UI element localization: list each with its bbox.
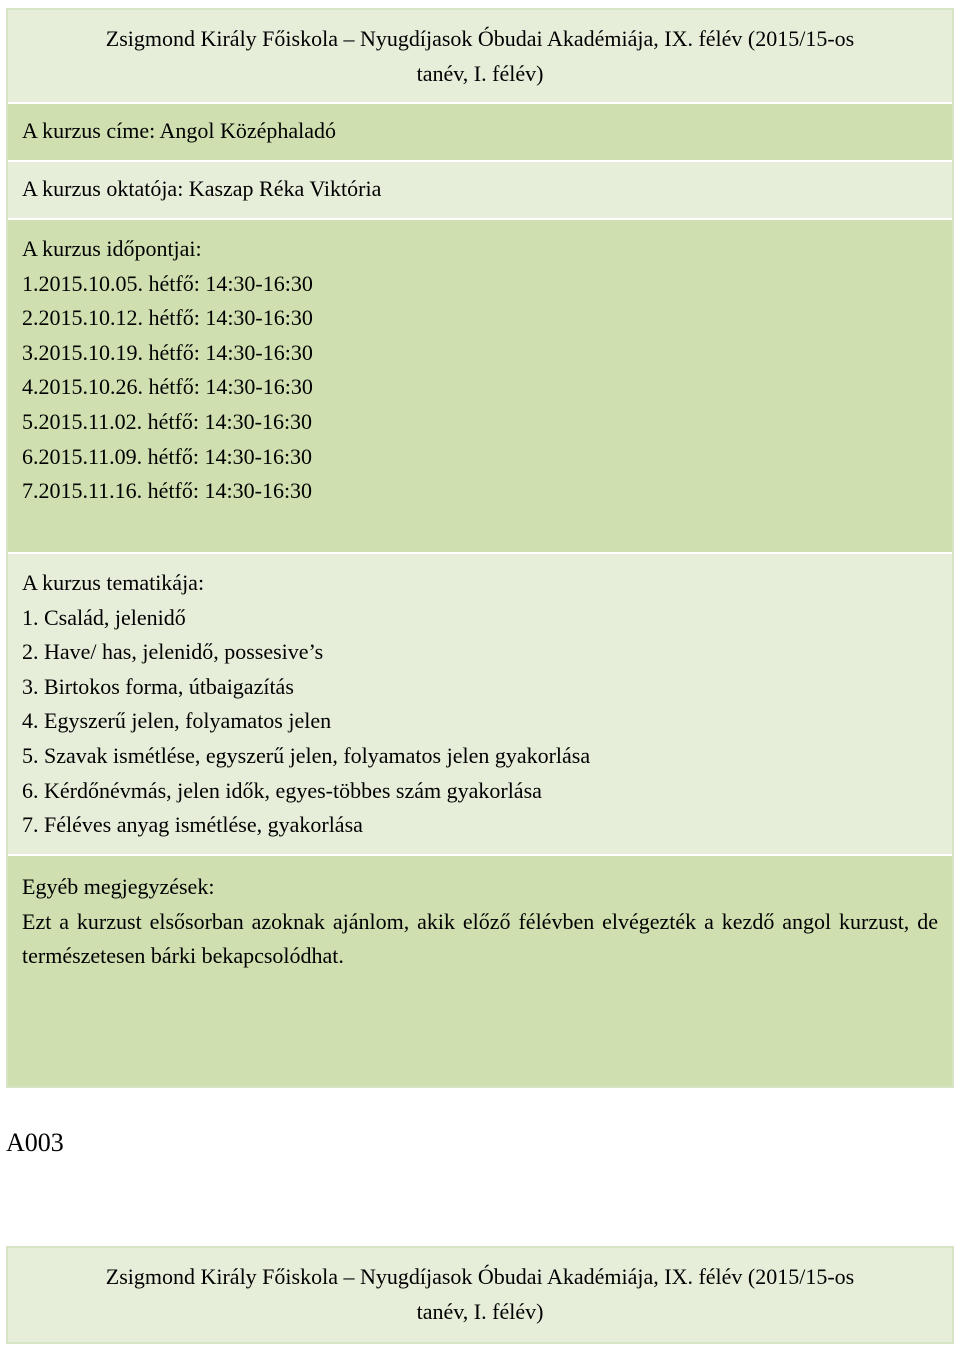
course-title: A kurzus címe: Angol Középhaladó [22, 118, 337, 143]
notes-text: Ezt a kurzust elsősorban azoknak ajánlom, akik előző félévben elvégezték a kezdő angol kurzust, de természetesen bárki bekapcsolódhat. [22, 908, 938, 969]
topic-item: 4. Egyszerű jelen, folyamatos jelen [22, 708, 332, 734]
topic-item: 3. Birtokos forma, útbaigazítás [22, 673, 294, 699]
schedule-date: 7.2015.11.16. hétfő: 14:30-16:30 [22, 478, 313, 504]
course-title-row [8, 104, 952, 162]
notes-row [8, 856, 952, 1086]
topics-label: A kurzus tematikája: [22, 570, 205, 595]
instructor-row [8, 162, 952, 220]
schedule-date: 2.2015.10.12. hétfő: 14:30-16:30 [22, 305, 313, 331]
schedule-date: 5.2015.11.02. hétfő: 14:30-16:30 [22, 408, 313, 434]
course-instructor: A kurzus oktatója: Kaszap Réka Viktória [22, 176, 382, 201]
footer-table [6, 1246, 954, 1344]
topic-item: 6. Kérdőnévmás, jelen idők, egyes-többes szám gyakorlása [22, 777, 542, 803]
topic-item: 2. Have/ has, jelenidő, possesive’s [22, 639, 324, 665]
footer-semester-subtitle: tanév, I. félév) [416, 1298, 544, 1324]
schedule-date: 4.2015.10.26. hétfő: 14:30-16:30 [22, 374, 313, 400]
schedule-date: 6.2015.11.09. hétfő: 14:30-16:30 [22, 443, 313, 469]
footer-institution-title: Zsigmond Király Főiskola – Nyugdíjasok Óbudai Akadémiája, IX. félév (2015/15-os [105, 1264, 855, 1289]
notes-label: Egyéb megjegyzések: [22, 874, 215, 899]
semester-subtitle: tanév, I. félév) [416, 60, 544, 86]
schedule-row [8, 220, 952, 554]
schedule-date: 3.2015.10.19. hétfő: 14:30-16:30 [22, 339, 313, 365]
course-table [6, 8, 954, 1088]
topic-item: 5. Szavak ismétlése, egyszerű jelen, folyamatos jelen gyakorlása [22, 742, 591, 768]
topics-row [8, 554, 952, 856]
schedule-date: 1.2015.10.05. hétfő: 14:30-16:30 [22, 270, 313, 296]
topic-item: 7. Féléves anyag ismétlése, gyakorlása [22, 812, 363, 838]
header-row [8, 10, 952, 104]
page-id: A003 [6, 1128, 64, 1157]
topic-item: 1. Család, jelenidő [22, 604, 186, 630]
institution-title: Zsigmond Király Főiskola – Nyugdíjasok Óbudai Akadémiája, IX. félév (2015/15-os [105, 26, 855, 51]
footer-row [8, 1248, 952, 1342]
schedule-label: A kurzus időpontjai: [22, 236, 202, 261]
